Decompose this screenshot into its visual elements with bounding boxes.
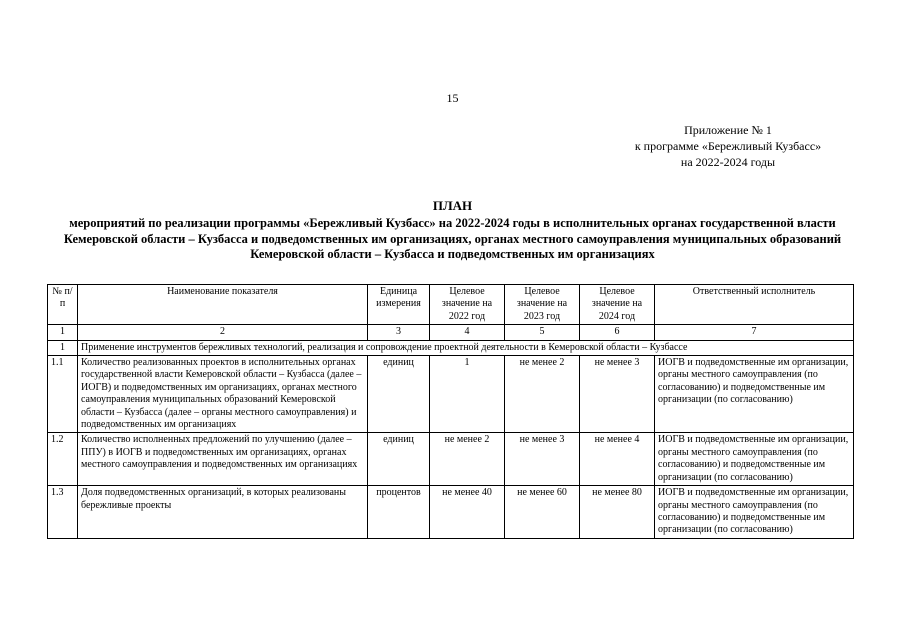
col-number: 5 xyxy=(505,325,580,340)
section-num: 1 xyxy=(48,340,78,355)
row-target-2023: не менее 60 xyxy=(505,486,580,539)
table-header-row xyxy=(48,285,854,325)
header-responsible: Ответственный исполнитель xyxy=(655,285,854,325)
col-number: 4 xyxy=(430,325,505,340)
col-number: 6 xyxy=(580,325,655,340)
header-target-2022: Целевое значение на 2022 год xyxy=(430,285,505,325)
row-num: 1.1 xyxy=(48,356,78,433)
col-number: 7 xyxy=(655,325,854,340)
col-number: 3 xyxy=(368,325,430,340)
plan-table xyxy=(47,284,854,539)
row-target-2023: не менее 3 xyxy=(505,433,580,486)
table-row xyxy=(48,356,854,433)
row-responsible: ИОГВ и подведомственные им организации, органы местного самоуправления (по согласованию) и подведомственные им организации (по согласованию) xyxy=(655,433,854,486)
table-row xyxy=(48,486,854,539)
row-target-2024: не менее 80 xyxy=(580,486,655,539)
col-number: 2 xyxy=(78,325,368,340)
document-title: ПЛАН xyxy=(432,198,473,213)
row-unit: единиц xyxy=(368,356,430,433)
row-name: Доля подведомственных организаций, в которых реализованы бережливые проекты xyxy=(78,486,368,539)
header-num: № п/п xyxy=(48,285,78,325)
row-unit: процентов xyxy=(368,486,430,539)
row-target-2024: не менее 3 xyxy=(580,356,655,433)
row-target-2022: 1 xyxy=(430,356,505,433)
header-target-2024: Целевое значение на 2024 год xyxy=(580,285,655,325)
row-target-2022: не менее 2 xyxy=(430,433,505,486)
row-num: 1.2 xyxy=(48,433,78,486)
column-numbers-row xyxy=(48,325,854,340)
row-name: Количество исполненных предложений по улучшению (далее – ППУ) в ИОГВ и подведомственных им организациях, органах местного самоуправления и подведомственных им организациях xyxy=(78,433,368,486)
row-responsible: ИОГВ и подведомственные им организации, органы местного самоуправления (по согласованию) и подведомственные им организации (по согласованию) xyxy=(655,486,854,539)
header-name: Наименование показателя xyxy=(78,285,368,325)
appendix-line-2: к программе «Бережливый Кузбасс» xyxy=(634,139,822,153)
row-target-2024: не менее 4 xyxy=(580,433,655,486)
row-name: Количество реализованных проектов в исполнительных органах государственной власти Кемеровской области – Кузбасса (далее – ИОГВ) и подведомственных им организациях, органах местного самоуправления муниципальных образований Кемеровской области – Кузбасса (далее – органы местного самоуправления) и подведомственных им организациях xyxy=(78,356,368,433)
appendix-line-3: на 2022-2024 годы xyxy=(680,155,776,169)
row-target-2022: не менее 40 xyxy=(430,486,505,539)
section-text: Применение инструментов бережливых технологий, реализация и сопровождение проектной деятельности в Кемеровской области – Кузбассе xyxy=(78,340,854,355)
col-number: 1 xyxy=(48,325,78,340)
table-row xyxy=(48,433,854,486)
document-subtitle: мероприятий по реализации программы «Бережливый Кузбасс» на 2022-2024 годы в исполнительных органах государственной власти Кемеровской области – Кузбасса и подведомственных им организациях, органах местного самоуправления муниципальных образований Кемеровской области – Кузбасса и подведомственных им организациях xyxy=(63,216,842,261)
row-target-2023: не менее 2 xyxy=(505,356,580,433)
appendix-line-1: Приложение № 1 xyxy=(684,123,772,137)
header-unit: Единица измерения xyxy=(368,285,430,325)
row-num: 1.3 xyxy=(48,486,78,539)
page-number: 15 xyxy=(446,91,459,105)
row-unit: единиц xyxy=(368,433,430,486)
header-target-2023: Целевое значение на 2023 год xyxy=(505,285,580,325)
row-responsible: ИОГВ и подведомственные им организации, органы местного самоуправления (по согласованию) и подведомственные им организации (по согласованию) xyxy=(655,356,854,433)
section-row xyxy=(48,340,854,355)
appendix-header xyxy=(598,122,858,170)
